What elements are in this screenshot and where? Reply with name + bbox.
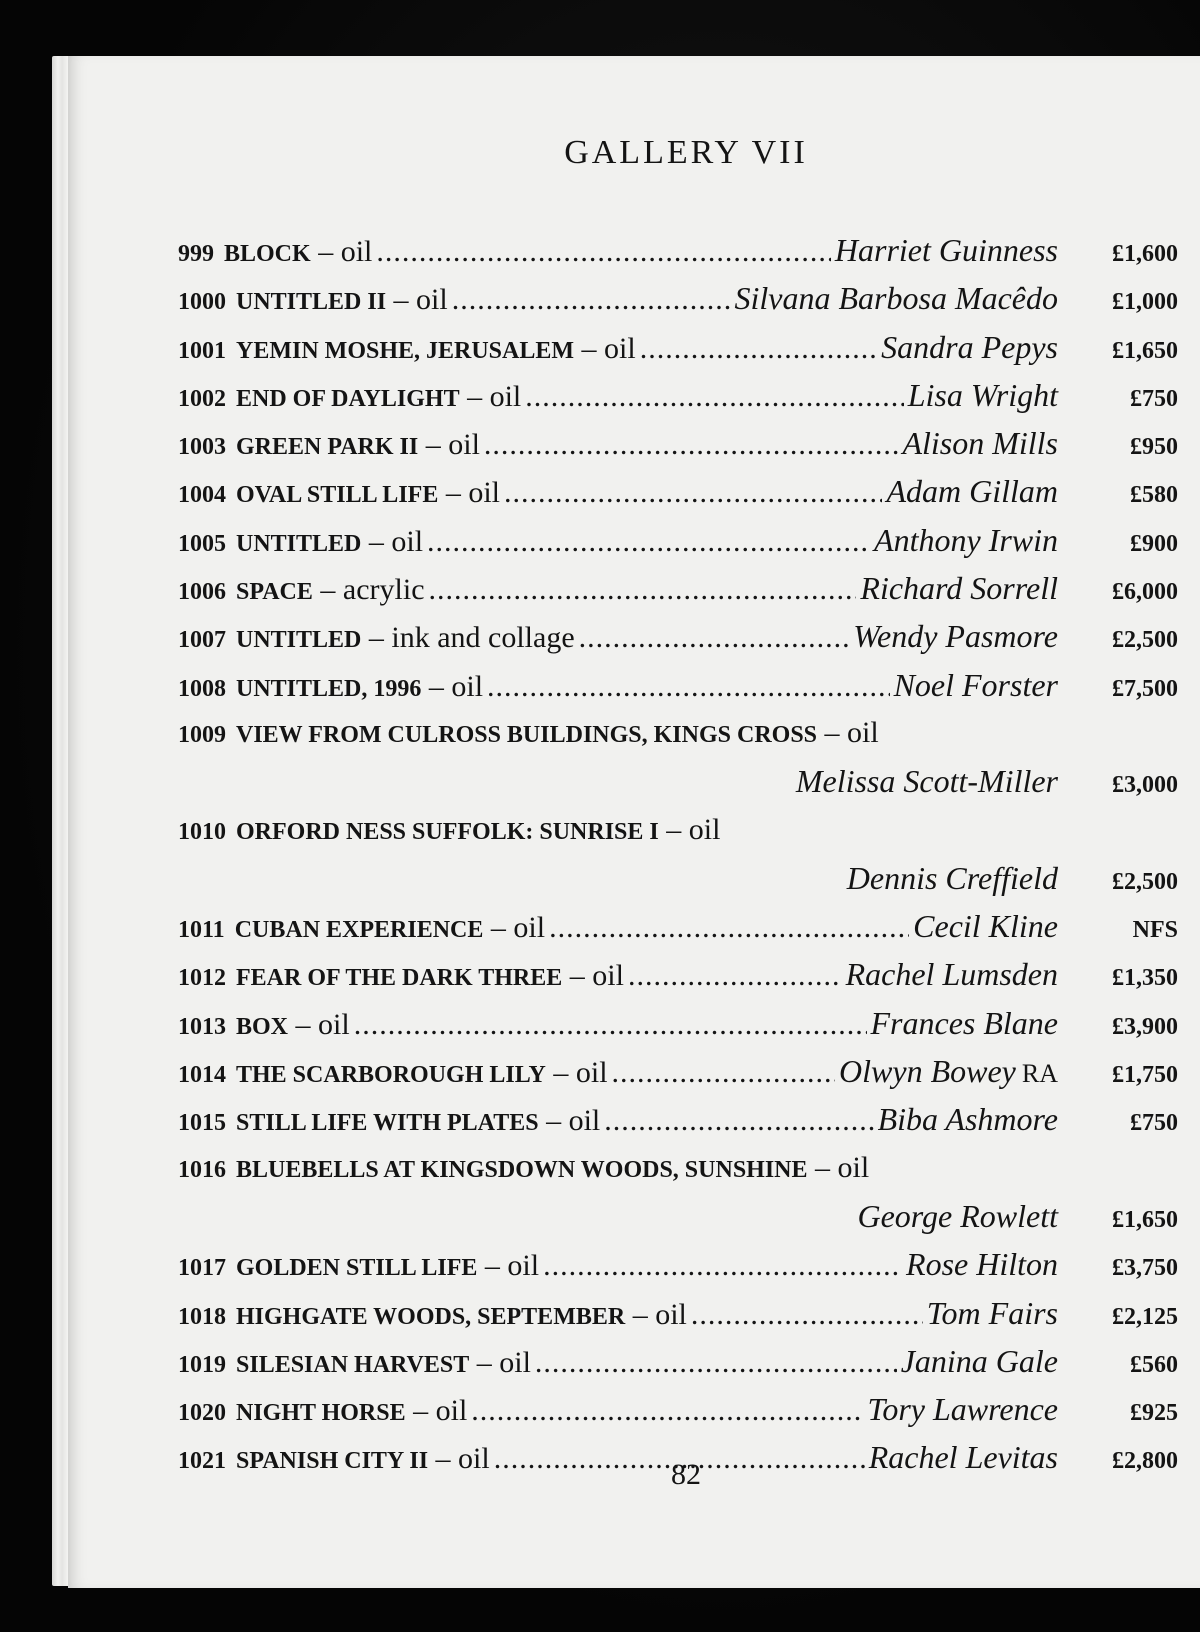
entry-title: END OF DAYLIGHT (236, 385, 460, 412)
entry-title: SPACE (236, 579, 313, 606)
entry-artist: Cecil Kline (913, 908, 1058, 945)
entry-number: 1009 (178, 721, 226, 748)
entry-price: £1,350 (1112, 965, 1178, 992)
entry-price: £3,750 (1112, 1255, 1178, 1282)
list-item: 1003 GREEN PARK II – oil ..... Alison Mills £950 (178, 419, 1178, 467)
entry-number: 1017 (178, 1255, 226, 1282)
entry-artist: Lisa Wright (907, 376, 1058, 413)
entry-number: 1014 (178, 1062, 226, 1089)
entry-price: £1,650 (1112, 1206, 1178, 1233)
entry-title: SILESIAN HARVEST (236, 1351, 470, 1378)
entry-list (178, 226, 1178, 1482)
entry-title: NIGHT HORSE (236, 1400, 406, 1427)
entry-number: 1020 (178, 1400, 226, 1427)
entry-artist: Noel Forster (893, 666, 1058, 703)
catalogue-page (68, 56, 1200, 1588)
page-title: GALLERY VII (564, 134, 808, 171)
entry-title: UNTITLED (236, 627, 362, 654)
leader-dots (535, 1339, 897, 1387)
page-number: 82 (671, 1458, 701, 1491)
entry-artist: Janina Gale (900, 1342, 1058, 1379)
entry-medium: oil (513, 911, 546, 945)
entry-title: UNTITLED II (236, 289, 387, 316)
list-item: 1001 YEMIN MOSHE, JERUSALEM – oil ..... Sandra Pepys £1,650 (178, 323, 1178, 371)
leader-dots (612, 1049, 836, 1097)
entry-number: 1004 (178, 482, 226, 509)
entry-artist: Harriet Guinness (834, 232, 1058, 268)
leader-dots (604, 1097, 873, 1145)
leader-dots (549, 904, 909, 952)
leader-dots (525, 373, 903, 421)
entry-price: £950 (1130, 434, 1178, 461)
entry-price: £1,600 (1112, 241, 1178, 267)
list-item: 1015 STILL LIFE WITH PLATES – oil ..... Biba Ashmore £750 (178, 1095, 1178, 1143)
entry-number: 1012 (178, 965, 226, 992)
entry-price: £2,800 (1112, 1448, 1178, 1475)
leader-dots (543, 1242, 902, 1290)
list-item: 1011 CUBAN EXPERIENCE – oil ..... Cecil Kline NFS (178, 902, 1178, 950)
entry-artist: Biba Ashmore (877, 1101, 1058, 1138)
list-item: 1020 NIGHT HORSE – oil ..... Tory Lawrence £925 (178, 1385, 1178, 1433)
list-item: 1016 BLUEBELLS AT KINGSDOWN WOODS, SUNSHINE – oil (178, 1144, 1178, 1192)
entry-artist: Sandra Pepys (881, 328, 1058, 365)
entry-price: £750 (1130, 385, 1178, 412)
entry-price: £7,500 (1112, 675, 1178, 702)
leader-dots (640, 325, 877, 373)
entry-title: YEMIN MOSHE, JERUSALEM (236, 337, 575, 364)
entry-artist: Rachel Lumsden (845, 956, 1058, 993)
entry-number: 1016 (178, 1156, 226, 1183)
entry-number: 1008 (178, 675, 226, 702)
list-item: 1002 END OF DAYLIGHT – oil ..... Lisa Wright £750 (178, 371, 1178, 419)
entry-title: GOLDEN STILL LIFE (236, 1255, 478, 1282)
entry-title: UNTITLED, 1996 (236, 675, 422, 702)
entry-title: BOX (236, 1013, 289, 1040)
entry-title: CUBAN EXPERIENCE (234, 917, 484, 944)
entry-artist: Rachel Levitas (868, 1439, 1058, 1476)
entry-medium: oil (391, 524, 424, 558)
entry-artist: Melissa Scott-Miller (795, 763, 1058, 800)
entry-price: £3,000 (1112, 772, 1178, 799)
leader-dots (691, 1291, 923, 1339)
entry-title: BLOCK (224, 241, 311, 267)
entry-number: 1021 (178, 1448, 226, 1475)
entry-artist: Richard Sorrell (860, 570, 1058, 607)
entry-number: 1005 (178, 530, 226, 557)
leader-dots (452, 276, 731, 324)
entry-medium: oil (655, 1297, 687, 1331)
list-item: 1013 BOX – oil ..... Frances Blane £3,900 (178, 999, 1178, 1047)
leader-dots (471, 1387, 863, 1435)
leader-dots (579, 614, 850, 662)
entry-price: £3,900 (1112, 1013, 1178, 1040)
entry-number: 1013 (178, 1013, 226, 1040)
entry-medium: acrylic (342, 573, 425, 607)
list-item: 1014 THE SCARBOROUGH LILY – oil ..... Olwyn Bowey RA £1,750 (178, 1047, 1178, 1095)
list-item: 1006 SPACE – acrylic ..... Richard Sorrell £6,000 (178, 564, 1178, 612)
entry-price: £2,500 (1112, 868, 1178, 895)
entry-medium: oil (340, 235, 373, 268)
entry-number: 999 (178, 241, 214, 267)
entry-artist: Tory Lawrence (867, 1391, 1058, 1428)
entry-number: 1019 (178, 1351, 226, 1378)
entry-artist: Adam Gillam (886, 473, 1058, 510)
leader-dots (354, 1001, 867, 1049)
list-item: 1017 GOLDEN STILL LIFE – oil ..... Rose Hilton £3,750 (178, 1240, 1178, 1288)
entry-artist: George Rowlett (857, 1197, 1058, 1234)
entry-price: £750 (1130, 1110, 1178, 1137)
entry-medium: oil (416, 283, 448, 317)
entry-price: NFS (1132, 917, 1178, 944)
entry-number: 1011 (178, 917, 225, 944)
entry-price: £900 (1130, 530, 1178, 557)
entry-medium: oil (568, 1104, 601, 1138)
entry-price: £580 (1130, 482, 1178, 509)
entry-title: SPANISH CITY II (236, 1448, 429, 1475)
entry-number: 1007 (178, 627, 226, 654)
entry-number: 1018 (178, 1303, 226, 1330)
entry-number: 1001 (178, 337, 226, 364)
list-item-continuation (178, 854, 1178, 902)
leader-dots (504, 469, 882, 517)
entry-artist-suffix: RA (1021, 1059, 1058, 1089)
entry-medium: oil (499, 1345, 531, 1379)
entry-artist: Dennis Creffield (846, 859, 1058, 896)
entry-number: 1015 (178, 1110, 226, 1137)
entry-price: £2,500 (1112, 627, 1178, 654)
entry-price: £6,000 (1112, 579, 1178, 606)
list-item-continuation (178, 1192, 1178, 1240)
entry-title: OVAL STILL LIFE (236, 482, 439, 509)
entry-medium: oil (318, 1007, 350, 1041)
entry-artist: Wendy Pasmore (853, 618, 1058, 655)
entry-medium: ink and collage (391, 621, 575, 655)
entry-title: HIGHGATE WOODS, SEPTEMBER (236, 1303, 626, 1330)
entry-medium: oil (458, 1442, 490, 1476)
leader-dots (427, 518, 870, 566)
entry-title: VIEW FROM CULROSS BUILDINGS, KINGS CROSS (236, 721, 818, 748)
entry-artist: Rose Hilton (906, 1246, 1058, 1283)
entry-medium: oil (448, 428, 480, 462)
leader-dots (487, 663, 890, 711)
entry-price: £1,000 (1112, 289, 1178, 316)
entry-artist: Tom Fairs (926, 1294, 1058, 1331)
list-item: 1004 OVAL STILL LIFE – oil ..... Adam Gillam £580 (178, 467, 1178, 515)
entry-number: 1006 (178, 579, 226, 606)
entry-medium: oil (575, 1056, 608, 1090)
entry-medium: oil (604, 331, 636, 365)
entry-artist: Anthony Irwin (874, 521, 1058, 558)
entry-title: GREEN PARK II (236, 434, 419, 461)
entry-title: BLUEBELLS AT KINGSDOWN WOODS, SUNSHINE (236, 1156, 808, 1183)
entry-medium: oil (507, 1249, 540, 1283)
entry-title: ORFORD NESS SUFFOLK: SUNRISE I (236, 818, 659, 845)
list-item: 1008 UNTITLED, 1996 – oil ..... Noel Forster £7,500 (178, 661, 1178, 709)
entry-medium: oil (435, 1394, 468, 1428)
list-item: 1010 ORFORD NESS SUFFOLK: SUNRISE I – oil (178, 806, 1178, 854)
entry-medium: oil (468, 476, 500, 510)
entry-title: STILL LIFE WITH PLATES (236, 1110, 539, 1137)
leader-dots (628, 952, 842, 1000)
list-item: 1019 SILESIAN HARVEST – oil ..... Janina Gale £560 (178, 1337, 1178, 1385)
entry-medium: oil (489, 379, 522, 413)
list-item: 1012 FEAR OF THE DARK THREE – oil ..... Rachel Lumsden £1,350 (178, 950, 1178, 998)
leader-dots (376, 228, 831, 276)
entry-title: UNTITLED (236, 530, 362, 557)
entry-number: 1003 (178, 434, 226, 461)
entry-price: £925 (1130, 1400, 1178, 1427)
entry-number: 1002 (178, 385, 226, 412)
list-item-continuation (178, 757, 1178, 805)
entry-artist: Alison Mills (902, 425, 1058, 462)
entry-number: 1010 (178, 818, 226, 845)
list-item: 999 BLOCK – oil ..... Harriet Guinness £1,600 (178, 226, 1178, 274)
entry-title: FEAR OF THE DARK THREE (236, 965, 563, 992)
list-item: 1000 UNTITLED II – oil ..... Silvana Barbosa Macêdo £1,000 (178, 274, 1178, 322)
entry-price: £560 (1130, 1351, 1178, 1378)
entry-price: £1,750 (1112, 1062, 1178, 1089)
entry-medium: oil (592, 959, 624, 993)
entry-medium: oil (688, 812, 721, 846)
leader-dots (484, 421, 899, 469)
entry-artist: Olwyn Bowey RA (839, 1053, 1058, 1090)
entry-artist: Frances Blane (870, 1004, 1058, 1041)
entry-title: THE SCARBOROUGH LILY (236, 1062, 546, 1089)
entry-medium: oil (451, 669, 484, 703)
list-item: 1018 HIGHGATE WOODS, SEPTEMBER – oil ..... Tom Fairs £2,125 (178, 1289, 1178, 1337)
list-item: 1021 SPANISH CITY II – oil ..... Rachel Levitas £2,800 (178, 1433, 1178, 1481)
list-item: 1009 VIEW FROM CULROSS BUILDINGS, KINGS CROSS – oil (178, 709, 1178, 757)
entry-artist: Silvana Barbosa Macêdo (734, 280, 1058, 317)
leader-dots (429, 566, 857, 614)
entry-price: £2,125 (1112, 1303, 1178, 1330)
entry-medium: oil (847, 715, 879, 749)
entry-medium: oil (837, 1150, 870, 1184)
entry-price: £1,650 (1112, 337, 1178, 364)
list-item: 1005 UNTITLED – oil ..... Anthony Irwin £900 (178, 516, 1178, 564)
entry-number: 1000 (178, 289, 226, 316)
list-item: 1007 UNTITLED – ink and collage ..... Wendy Pasmore £2,500 (178, 612, 1178, 660)
